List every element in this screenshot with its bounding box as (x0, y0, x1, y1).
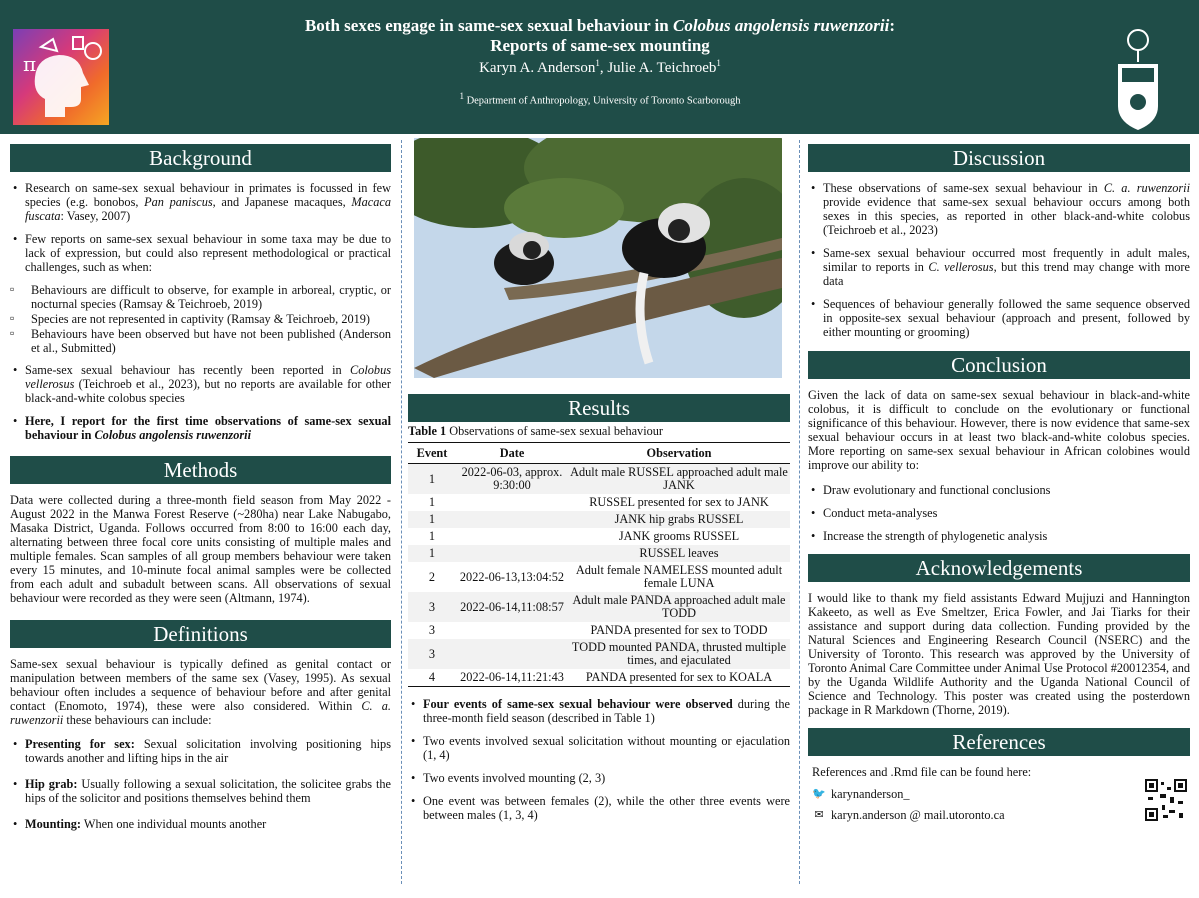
table-row (408, 545, 790, 562)
table-cell-obs: Adult female NAMELESS mounted adult female LUNA (575, 563, 783, 590)
table-cell-event: 2 (428, 569, 436, 584)
table-cell-obs: Adult male RUSSEL approached adult male JANK (568, 464, 790, 495)
left-column (10, 144, 391, 840)
list-item: ▫ Behaviours have been observed but have not been published (Anderson et al., Submitted) (31, 327, 391, 355)
column-header: Event (408, 443, 456, 464)
list-item: • One event was between females (2), while the other three events were between males (1, 3, 4) (423, 794, 790, 822)
list-item: • Four events of same-sex sexual behaviour were observed during the three-month field season (described in Table 1) (423, 697, 790, 725)
definitions-heading: Definitions (10, 620, 391, 648)
list-item: • Conduct meta-analyses (823, 506, 1190, 520)
table-cell-obs: JANK hip grabs RUSSEL (568, 511, 790, 528)
list-item: • Two events involved sexual solicitation without mounting or ejaculation (1, 4) (423, 734, 790, 762)
table-cell-event: 1 (408, 464, 456, 495)
list-item: ▫ Behaviours are difficult to observe, for example in arboreal, cryptic, or nocturnal species (Ramsay & Teichroeb, 2019) (31, 283, 391, 311)
conclusion-heading: Conclusion (808, 351, 1190, 379)
definitions-section: Same-sex sexual behaviour is typically defined as genital contact or manipulation between members of the same sex (Vasey, 1995). As sexual behaviour often includes a sequence of behaviour before and after genital contact (Enomoto, 1974), these were also considered. Within C. a. ruwenzorii these behaviours can include: • Presenting for sex: Sexual solicitation involving positioning hips towards another and lifting hips in the air • Hip grab: Usually following a sexual solicitation, the solicitee grabs the hips of the solicitor and positions themselves behind them • Mounting: When one individual mounts another (10, 657, 391, 831)
observations-table (408, 442, 790, 687)
envelope-icon: ✉ (814, 809, 824, 821)
middle-column (408, 138, 790, 831)
twitter-link[interactable]: 🐦 karynanderson_ (812, 787, 910, 801)
table-cell-obs: PANDA presented for sex to KOALA (568, 669, 790, 687)
conclusion-section: Given the lack of data on same-sex sexual behaviour in black-and-white colobus, it is difficult to conclude on the evolutionary or functional significance of this behaviour. However, there is now evidence that same-sex sexual behaviour occurs in at least two black-and-white colobus species. More reporting on same-sex sexual behaviour in African colobines would improve our ability to: • Draw evolutionary and functional conclusions • Conduct meta-analyses • Increase the strength of phylogenetic analysis (808, 388, 1190, 543)
table-caption: Table 1 Observations of same-sex sexual behaviour (408, 424, 664, 438)
column-divider (401, 140, 402, 884)
acknowledgements-section: I would like to thank my field assistants Edward Mujjuzi and Hannington Kakeeto, as well as Eve Smeltzer, Erica Fowler, and Jai Tiarks for their assistance and support during data collection. Funding provided by the Natural Sciences and Engineering Research Council (NSERC) and the University of Toronto. This research was approved by the University of Toronto Animal Care Committee under Animal Use Protocol #20012354, and by the Uganda Wildlife Authority and the Uganda National Council of Science and Technology. This poster was created using the posterdown package in R Markdown (Thorne, 2019). (808, 591, 1190, 717)
list-item: • Here, I report for the first time observations of same-sex sexual behaviour in Colobus angolensis ruwenzorii (25, 414, 391, 442)
methods-section: Data were collected during a three-month field season from May 2022 - August 2022 in the Manwa Forest Reserve (~280ha) near Lake Nabugabo, Masaka District, Uganda. Follows occurred from 8:00 to 16:00 each day, alternating between three focal core units consisting of multiple males and multiple females. Scan samples of all group members behaviour were taken every 15 minutes, and 10-minute focal animal samples were be collected from each adult and subadult between scans. All observations of sexual behaviour were recorded as they were seen (Altmann, 1974). (10, 493, 391, 605)
table-row (408, 562, 790, 592)
list-item: ▫ Species are not represented in captivity (Ramsay & Teichroeb, 2019) (31, 312, 391, 326)
table-row (408, 528, 790, 545)
discussion-heading: Discussion (808, 144, 1190, 172)
table-cell-event: 1 (428, 529, 436, 543)
twitter-icon: 🐦 (812, 788, 826, 800)
results-heading: Results (408, 394, 790, 422)
author-list: Karyn A. Anderson$^1$, Julie A. Teichroeb$^1$ (479, 58, 721, 76)
discussion-section (808, 181, 1190, 339)
table-cell-date (456, 511, 568, 528)
references-section: References and .Rmd file can be found here: 🐦 karynanderson_ ✉ karyn.anderson @ mail.utoronto.ca (808, 765, 1190, 822)
svg-text:π: π (23, 52, 37, 76)
table-cell-date: 2022-06-14,11:08:57 (456, 592, 568, 622)
science-head-icon (13, 29, 109, 125)
table-cell-date (456, 528, 568, 545)
list-item: • Two events involved mounting (2, 3) (423, 771, 790, 785)
table-cell-date: 2022-06-14,11:21:43 (456, 669, 568, 687)
list-item: • Research on same-sex sexual behaviour in primates is focussed in few species (e.g. bonobos, Pan paniscus, and Japanese macaques, Macaca fuscata: Vasey, 2007) (25, 181, 391, 223)
column-divider (799, 140, 800, 884)
results-findings (408, 697, 790, 822)
university-crest-icon (1112, 26, 1164, 134)
column-header: Observation (568, 443, 790, 464)
table-row (408, 494, 790, 511)
table-cell-date (456, 639, 568, 669)
list-item: • Presenting for sex: Sexual solicitation involving positioning hips towards another and lifting hips in the air (25, 737, 391, 765)
affiliation: $^1$ Department of Anthropology, University of Toronto Scarborough (459, 91, 741, 107)
acknowledgements-heading: Acknowledgements (808, 554, 1190, 582)
table-cell-event: 3 (428, 623, 436, 637)
poster-header (0, 0, 1199, 134)
table-row (408, 464, 790, 495)
list-item: • Mounting: When one individual mounts another (25, 817, 391, 831)
list-item: • Same-sex sexual behaviour occurred most frequently in adult males, similar to reports in C. vellerosus, but this trend may change with more data (823, 246, 1190, 288)
list-item: • Few reports on same-sex sexual behaviour in some taxa may be due to lack of expression, but could also represent methodological or practical challenges, such as when: (25, 232, 391, 274)
table-row (408, 511, 790, 528)
qr-code-icon (1145, 779, 1187, 821)
background-heading: Background (10, 144, 391, 172)
list-item: • Same-sex sexual behaviour has recently been reported in Colobus vellerosus (Teichroeb et al., 2023), but no reports are available for other black-and-white colobus species (25, 363, 391, 405)
table-cell-date (456, 622, 568, 639)
table-cell-date: 2022-06-13,13:04:52 (459, 569, 565, 584)
table-cell-obs: JANK grooms RUSSEL (618, 529, 740, 543)
list-item: • Sequences of behaviour generally followed the same sequence observed in opposite-sex sexual behaviour (approach and present, followed by either mounting or grooming) (823, 297, 1190, 339)
table-cell-date (456, 545, 568, 562)
table-row (408, 592, 790, 622)
email-link[interactable]: ✉ karyn.anderson @ mail.utoronto.ca (812, 808, 1190, 822)
list-item: • Draw evolutionary and functional conclusions (823, 483, 1190, 497)
poster-title: Both sexes engage in same-sex sexual behaviour in Colobus angolensis ruwenzorii: Reports of same-sex mounting (304, 16, 896, 55)
background-section (10, 181, 391, 442)
table-cell-obs: RUSSEL leaves (568, 545, 790, 562)
methods-heading: Methods (10, 456, 391, 484)
references-heading: References (808, 728, 1190, 756)
table-cell-event: 3 (408, 639, 456, 669)
table-cell-date (456, 494, 568, 511)
table-cell-obs: PANDA presented for sex to TODD (590, 623, 768, 637)
table-cell-event: 1 (428, 495, 436, 509)
table-cell-obs: RUSSEL presented for sex to JANK (589, 495, 769, 509)
table-cell-event: 1 (408, 545, 456, 562)
colobus-monkeys-photo (414, 138, 782, 378)
table-row (408, 639, 790, 669)
table-row (408, 622, 790, 639)
list-item: • These observations of same-sex sexual behaviour in C. a. ruwenzorii provide evidence that same-sex sexual behaviour occurs among both sexes in this species, as reported in other black-and-white colobus (Teichroeb et al., 2023) (823, 181, 1190, 237)
table-cell-obs: TODD mounted PANDA, thrusted multiple times, and ejaculated (568, 639, 790, 669)
column-header: Date (456, 443, 568, 464)
list-item: • Hip grab: Usually following a sexual solicitation, the solicitee grabs the hips of the solicitor and positions themselves behind them (25, 777, 391, 805)
right-column (808, 144, 1190, 829)
table-cell-event: 3 (408, 592, 456, 622)
table-cell-date: 2022-06-03, approx. 9:30:00 (456, 464, 568, 495)
table-cell-event: 1 (408, 511, 456, 528)
table-row (408, 669, 790, 687)
table-cell-event: 4 (408, 669, 456, 687)
table-cell-obs: Adult male PANDA approached adult male TODD (568, 592, 790, 622)
list-item: • Increase the strength of phylogenetic analysis (823, 529, 1190, 543)
